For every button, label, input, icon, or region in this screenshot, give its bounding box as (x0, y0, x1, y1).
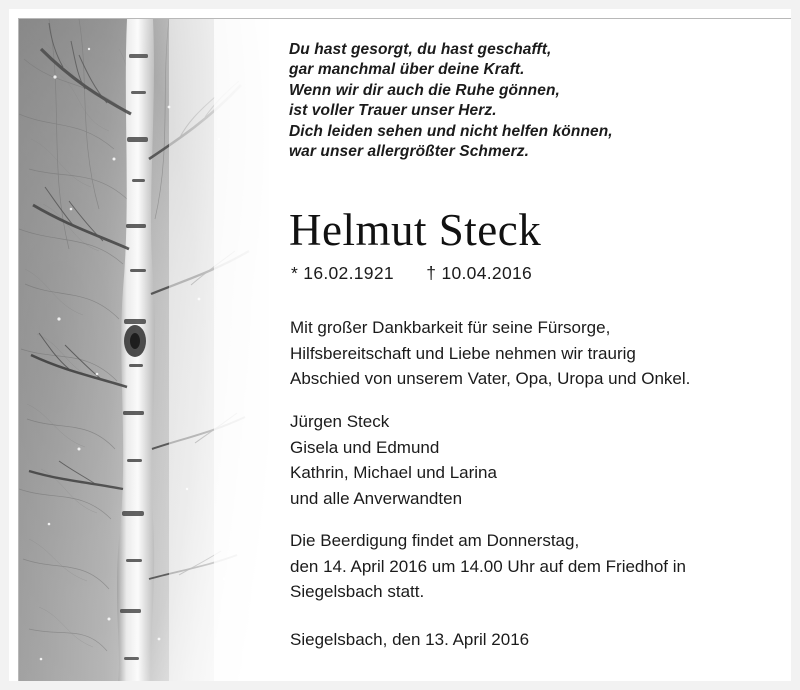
thanks-line: Hilfsbereitschaft und Liebe nehmen wir traurig (290, 343, 636, 363)
thanks-paragraph (290, 315, 780, 392)
poem-line: ist voller Trauer unser Herz. (289, 102, 497, 120)
deceased-name: Helmut Steck (289, 205, 542, 255)
notice-text-column (289, 9, 789, 690)
death-symbol: † (426, 263, 437, 283)
poem-line: Du hast gesorgt, du hast geschafft, (289, 41, 552, 58)
family-line: Jürgen Steck (290, 412, 390, 431)
family-line: und alle Anverwandten (290, 488, 463, 508)
birth-date: 16.02.1921 (303, 263, 394, 283)
birch-tree-illustration (19, 19, 269, 689)
thanks-line: Mit großer Dankbarkeit für seine Fürsorge, (290, 318, 611, 337)
funeral-line: Siegelsbach statt. (290, 582, 425, 601)
birch-tree-photo (19, 19, 269, 689)
life-dates (291, 263, 771, 284)
funeral-details (290, 528, 780, 605)
family-line: Kathrin, Michael und Larina (290, 463, 497, 482)
death-date: 10.04.2016 (441, 263, 533, 283)
place-and-date: Siegelsbach, den 13. April 2016 (290, 630, 530, 649)
funeral-line: Die Beerdigung findet am Donnerstag, (290, 531, 580, 550)
memorial-poem (289, 40, 769, 162)
family-list (290, 409, 780, 511)
poem-line: gar manchmal über deine Kraft. (289, 61, 525, 79)
poem-line: war unser allergrößter Schmerz. (289, 143, 529, 161)
family-line: Gisela und Edmund (290, 437, 440, 457)
poem-line: Wenn wir dir auch die Ruhe gönnen, (289, 81, 560, 99)
thanks-line: Abschied von unserem Vater, Opa, Uropa und Onkel. (290, 369, 691, 388)
funeral-line: den 14. April 2016 um 14.00 Uhr auf dem Friedhof in (290, 556, 686, 576)
poem-line: Dich leiden sehen und nicht helfen können, (289, 122, 613, 140)
birth-symbol: * (291, 263, 299, 283)
